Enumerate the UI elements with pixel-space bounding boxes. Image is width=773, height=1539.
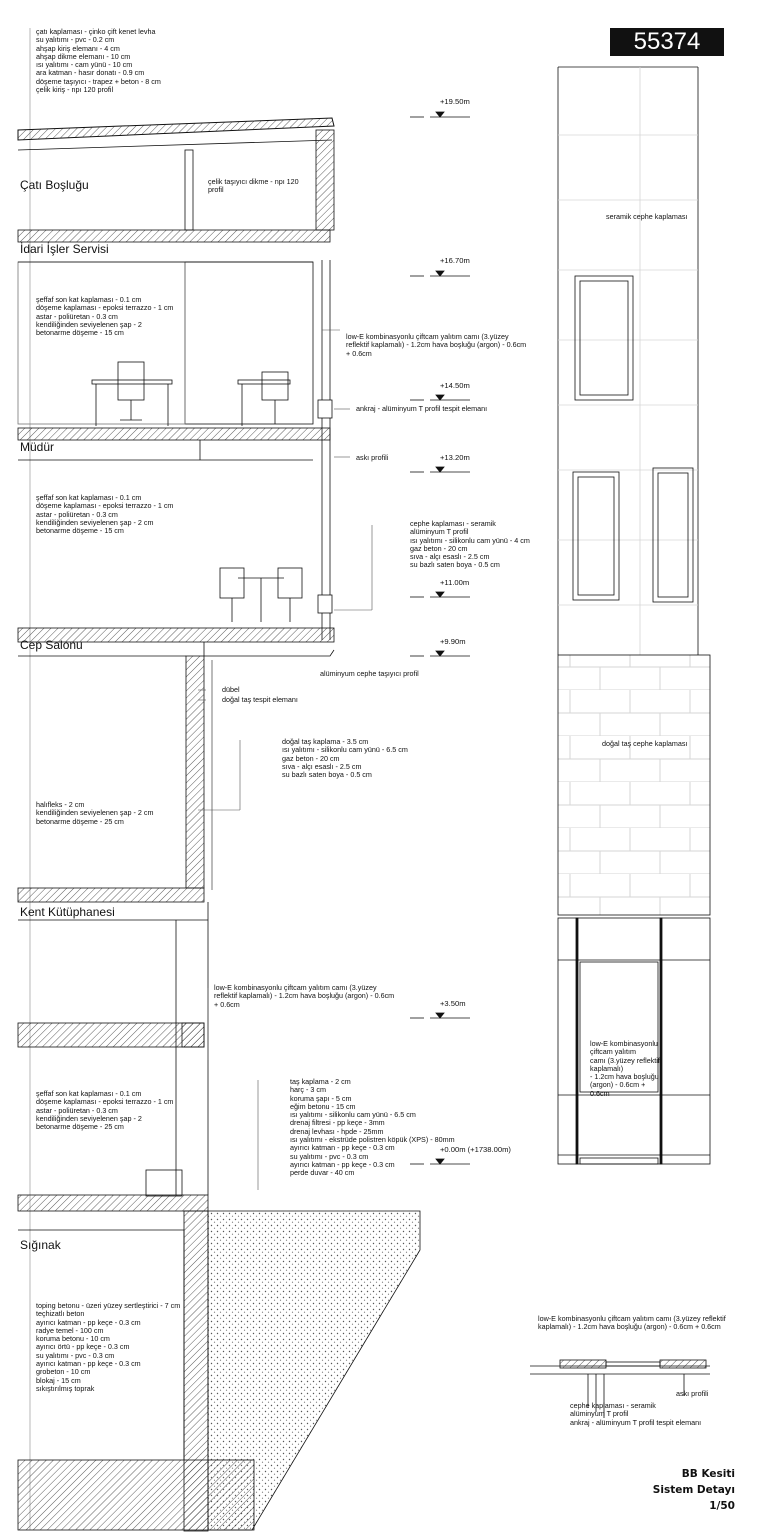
furniture-desk — [92, 362, 290, 426]
sheet-title-line: Sistem Detayı — [652, 1484, 735, 1496]
room-label-shelter: Sığınak — [20, 1238, 61, 1252]
note-stone-wall: doğal taş kaplama - 3.5 cm ısı yalıtımı - silikonlu cam yünü - 6.5 cm gaz beton - 20 cm sıva - alçı esaslı - 2.5 cm su bazlı saten boya - 0.5 cm — [282, 737, 408, 780]
note-stone-fix: doğal taş tespit elemanı — [222, 695, 298, 704]
note-roof-layers: çatı kaplaması - çinko çift kenet levha su yalıtımı - pvc - 0.2 cm ahşap kiriş elemanı - 4 cm ahşap dikme elemanı - 10 cm ısı yalıtımı - cam yünü - 10 cm ara katman - hasır donatı - 0.9 cm döşeme taşıyıcı - trapez + beton - 8 cm çelik kiriş - npı 120 profil — [36, 27, 161, 95]
note-floor-library: şeffaf son kat kaplaması - 0.1 cm döşeme kaplaması - epoksi terrazzo - 1 cm astar - poliüretan - 0.3 cm kendiliğinden seviyelenen şap - 2 betonarme döşeme - 25 cm — [36, 1089, 174, 1132]
room-label-lounge: Cep Salonu — [20, 638, 83, 652]
note-dowel: dübel — [222, 685, 240, 694]
note-plan-hanger: askı profili — [676, 1389, 709, 1398]
note-glazing-lower: low-E kombinasyonlu çiftcam yalıtım camı (3.yüzey reflektif kaplamalı) - 1.2cm hava boşluğu (argon) - 0.6cm + 0.6cm — [214, 983, 395, 1009]
note-terrace: taş kaplama - 2 cm harç - 3 cm koruma şapı - 5 cm eğim betonu - 15 cm ısı yalıtımı - silikonlu cam yünü - 6.5 cm drenaj filtresi - pp keçe - 3mm drenaj levhası - hpde - 25mm ısı yalıtımı - ekstrüde polistren köpük (XPS) - 80mm ayırıcı katman - pp keçe - 0.3 cm su yalıtımı - pvc - 0.3 cm ayırıcı katman - pp keçe - 0.3 cm perde duvar - 40 cm — [290, 1077, 455, 1178]
sheet-title-line: BB Kesiti — [681, 1468, 735, 1480]
level-label: +0.00m (+1738.00m) — [440, 1145, 511, 1154]
level-label: +16.70m — [440, 256, 470, 265]
note-floor-admin: şeffaf son kat kaplaması - 0.1 cm döşeme kaplaması - epoksi terrazzo - 1 cm astar - poliüretan - 0.3 cm kendiliğinden seviyelenen şap - 2 betonarme döşeme - 15 cm — [36, 295, 174, 338]
level-label: +13.20m — [440, 453, 470, 462]
level-label: +9.90m — [440, 637, 466, 646]
room-label-admin: İdari İşler Servisi — [20, 242, 109, 256]
facade-elevation — [558, 67, 710, 1164]
note-steel-post: çelik taşıyıcı dikme - npı 120 profil — [208, 177, 299, 195]
note-elev-ceramic: seramik cephe kaplaması — [606, 212, 688, 221]
note-elev-stone: doğal taş cephe kaplaması — [602, 739, 688, 748]
level-label: +19.50m — [440, 97, 470, 106]
note-anchor: ankraj - alüminyum T profil tespit elemanı — [356, 404, 488, 413]
furniture-table — [220, 568, 302, 622]
note-plan-layers: cephe kaplaması - seramik alüminyum T profil ankraj - alüminyum T profil tespit elemanı — [570, 1401, 702, 1427]
room-label-director: Müdür — [20, 440, 55, 454]
level-label: +14.50m — [440, 381, 470, 390]
note-glazing-upper: low-E kombinasyonlu çiftcam yalıtım camı (3.yüzey reflektif kaplamalı) - 1.2cm hava boşluğu (argon) - 0.6cm + 0.6cm — [346, 332, 527, 358]
note-elev-glass: low-E kombinasyonlu çiftcam yalıtım camı (3.yüzey reflektif kaplamalı) - 1.2cm hava boşluğu (argon) - 0.6cm + 0.6cm — [590, 1039, 660, 1098]
sheet-scale: 1/50 — [709, 1500, 735, 1512]
room-label-roof: Çatı Boşluğu — [20, 178, 89, 192]
note-shelter-floor: toping betonu - üzeri yüzey sertleştirici - 7 cm teçhizatlı beton ayırıcı katman - pp keçe - 0.3 cm radye temel - 100 cm koruma betonu - 10 cm ayırıcı örtü - pp keçe - 0.3 cm su yalıtımı - pvc - 0.3 cm ayırıcı katman - pp keçe - 0.3 cm grobeton - 10 cm blokaj - 15 cm sıkıştırılmış toprak — [36, 1301, 181, 1393]
note-floor-director: şeffaf son kat kaplaması - 0.1 cm döşeme kaplaması - epoksi terrazzo - 1 cm astar - poliüretan - 0.3 cm kendiliğinden seviyelenen şap - 2 cm betonarme döşeme - 15 cm — [36, 493, 174, 536]
room-label-library: Kent Kütüphanesi — [20, 905, 115, 919]
note-facade-ceramic: cephe kaplaması - seramik alüminyum T profil ısı yalıtımı - silikonlu cam yünü - 4 cm gaz beton - 20 cm sıva - alçı esaslı - 2.5 cm su bazlı saten boya - 0.5 cm — [410, 519, 530, 570]
note-hanger: askı profili — [356, 453, 389, 462]
roof-structure — [18, 118, 334, 230]
sheet-id: 55374 — [610, 28, 724, 56]
note-plan-glass: low-E kombinasyonlu çiftcam yalıtım camı (3.yüzey reflektif kaplamalı) - 1.2cm hava boşluğu (argon) - 0.6cm + 0.6cm — [538, 1314, 726, 1332]
level-label: +3.50m — [440, 999, 466, 1008]
note-alu-carrier: alüminyum cephe taşıyıcı profil — [320, 669, 419, 678]
facade-upper — [316, 130, 334, 640]
note-floor-lounge: halıfleks - 2 cm kendiliğinden seviyelenen şap - 2 cm betonarme döşeme - 25 cm — [36, 800, 154, 826]
level-label: +11.00m — [440, 578, 470, 587]
